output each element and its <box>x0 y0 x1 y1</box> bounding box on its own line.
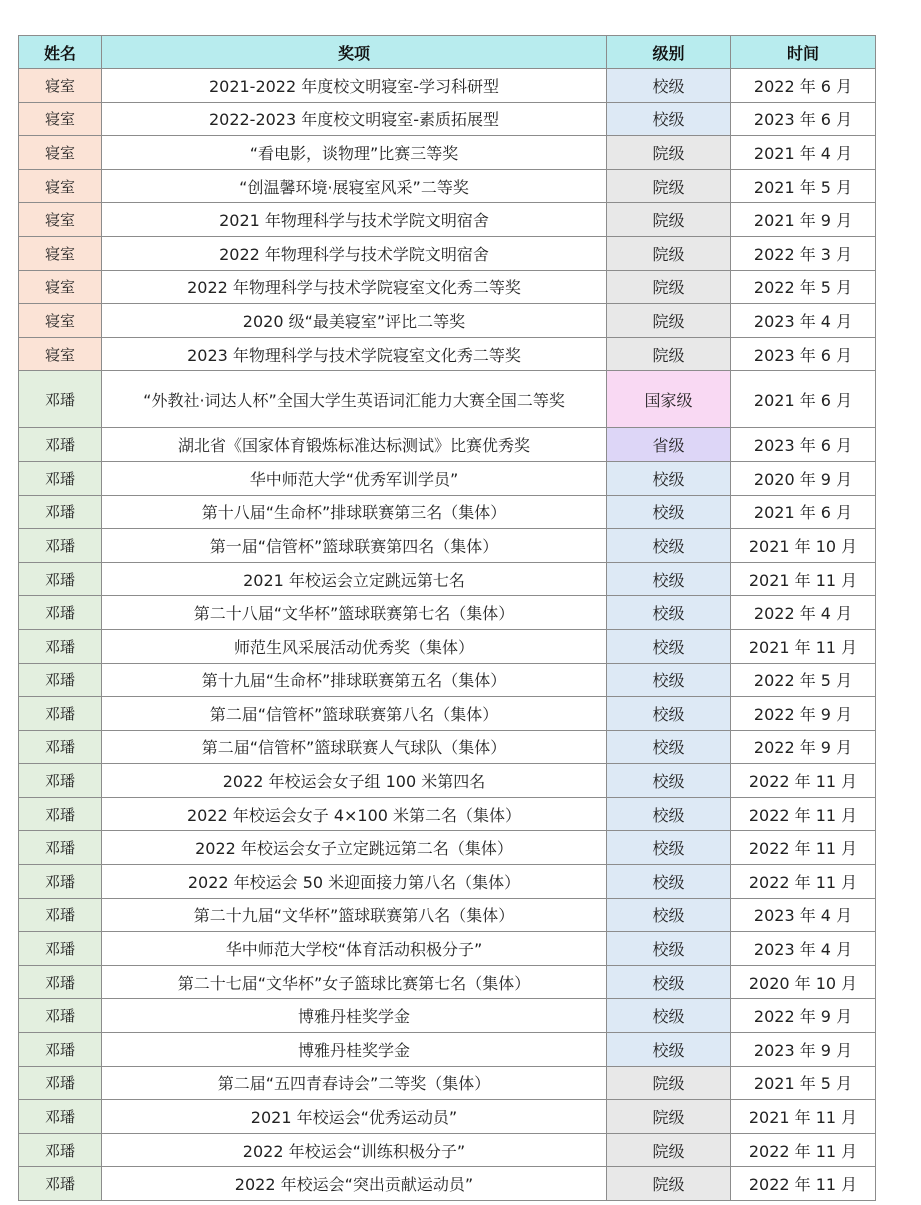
level-cell: 校级 <box>607 932 731 966</box>
time-cell: 2023 年 6 月 <box>731 337 876 371</box>
time-cell: 2022 年 5 月 <box>731 663 876 697</box>
time-cell: 2022 年 11 月 <box>731 831 876 865</box>
time-cell: 2021 年 5 月 <box>731 1066 876 1100</box>
time-cell: 2022 年 11 月 <box>731 865 876 899</box>
level-cell: 院级 <box>607 337 731 371</box>
table-row <box>19 831 876 865</box>
award-cell: 第十八届“生命杯”排球联赛第三名（集体） <box>102 495 607 529</box>
award-cell: “创温馨环境·展寝室风采”二等奖 <box>102 169 607 203</box>
award-cell: “外教社·词达人杯”全国大学生英语词汇能力大赛全国二等奖 <box>102 371 607 428</box>
name-cell: 邓璠 <box>19 663 102 697</box>
level-cell: 院级 <box>607 304 731 338</box>
level-cell: 校级 <box>607 865 731 899</box>
award-cell: 2022 年物理科学与技术学院寝室文化秀二等奖 <box>102 270 607 304</box>
level-cell: 院级 <box>607 203 731 237</box>
name-cell: 邓璠 <box>19 495 102 529</box>
level-cell: 校级 <box>607 562 731 596</box>
name-cell: 寝室 <box>19 169 102 203</box>
name-cell: 邓璠 <box>19 596 102 630</box>
header-name: 姓名 <box>19 36 102 69</box>
level-cell: 校级 <box>607 102 731 136</box>
level-cell: 校级 <box>607 529 731 563</box>
header-award: 奖项 <box>102 36 607 69</box>
award-cell: 2021 年校运会立定跳远第七名 <box>102 562 607 596</box>
table-row <box>19 999 876 1033</box>
award-cell: 博雅丹桂奖学金 <box>102 999 607 1033</box>
name-cell: 邓璠 <box>19 461 102 495</box>
level-cell: 校级 <box>607 495 731 529</box>
award-cell: 第二届“信管杯”篮球联赛人气球队（集体） <box>102 730 607 764</box>
table-row <box>19 203 876 237</box>
time-cell: 2023 年 4 月 <box>731 932 876 966</box>
award-cell: 华中师范大学校“体育活动积极分子” <box>102 932 607 966</box>
name-cell: 寝室 <box>19 102 102 136</box>
award-cell: 湖北省《国家体育锻炼标准达标测试》比赛优秀奖 <box>102 428 607 462</box>
award-cell: 2022 年校运会“突出贡献运动员” <box>102 1167 607 1201</box>
time-cell: 2022 年 11 月 <box>731 797 876 831</box>
award-cell: 2022 年物理科学与技术学院文明宿舍 <box>102 236 607 270</box>
table-row <box>19 1100 876 1134</box>
table-row <box>19 596 876 630</box>
name-cell: 寝室 <box>19 69 102 103</box>
level-cell: 院级 <box>607 1066 731 1100</box>
award-cell: 第二十九届“文华杯”篮球联赛第八名（集体） <box>102 898 607 932</box>
level-cell: 国家级 <box>607 371 731 428</box>
level-cell: 校级 <box>607 663 731 697</box>
award-cell: 第二十八届“文华杯”篮球联赛第七名（集体） <box>102 596 607 630</box>
award-cell: “看电影，谈物理”比赛三等奖 <box>102 136 607 170</box>
name-cell: 邓璠 <box>19 932 102 966</box>
time-cell: 2023 年 6 月 <box>731 428 876 462</box>
time-cell: 2022 年 11 月 <box>731 1167 876 1201</box>
table-body <box>19 69 876 1201</box>
name-cell: 寝室 <box>19 337 102 371</box>
level-cell: 校级 <box>607 697 731 731</box>
name-cell: 寝室 <box>19 270 102 304</box>
name-cell: 邓璠 <box>19 1066 102 1100</box>
level-cell: 校级 <box>607 596 731 630</box>
time-cell: 2021 年 11 月 <box>731 629 876 663</box>
header-row <box>19 36 876 69</box>
table-row <box>19 461 876 495</box>
table-row <box>19 529 876 563</box>
table-row <box>19 1066 876 1100</box>
award-cell: 师范生风采展活动优秀奖（集体） <box>102 629 607 663</box>
name-cell: 邓璠 <box>19 1100 102 1134</box>
table-row <box>19 270 876 304</box>
time-cell: 2023 年 4 月 <box>731 304 876 338</box>
table-row <box>19 304 876 338</box>
time-cell: 2022 年 9 月 <box>731 697 876 731</box>
table-row <box>19 169 876 203</box>
name-cell: 邓璠 <box>19 898 102 932</box>
award-cell: 2022 年校运会女子立定跳远第二名（集体） <box>102 831 607 865</box>
time-cell: 2022 年 9 月 <box>731 999 876 1033</box>
award-cell: 第二届“五四青春诗会”二等奖（集体） <box>102 1066 607 1100</box>
level-cell: 校级 <box>607 797 731 831</box>
award-cell: 2022-2023 年度校文明寝室-素质拓展型 <box>102 102 607 136</box>
table-row <box>19 428 876 462</box>
table-row <box>19 797 876 831</box>
time-cell: 2022 年 4 月 <box>731 596 876 630</box>
award-cell: 第二十七届“文华杯”女子篮球比赛第七名（集体） <box>102 965 607 999</box>
level-cell: 校级 <box>607 965 731 999</box>
time-cell: 2021 年 6 月 <box>731 495 876 529</box>
award-cell: 华中师范大学“优秀军训学员” <box>102 461 607 495</box>
table-row <box>19 69 876 103</box>
time-cell: 2021 年 11 月 <box>731 1100 876 1134</box>
name-cell: 寝室 <box>19 236 102 270</box>
name-cell: 邓璠 <box>19 764 102 798</box>
table-row <box>19 562 876 596</box>
time-cell: 2022 年 11 月 <box>731 764 876 798</box>
time-cell: 2022 年 5 月 <box>731 270 876 304</box>
table-row <box>19 136 876 170</box>
award-cell: 2021 年校运会“优秀运动员” <box>102 1100 607 1134</box>
award-cell: 2022 年校运会女子 4×100 米第二名（集体） <box>102 797 607 831</box>
name-cell: 邓璠 <box>19 428 102 462</box>
level-cell: 校级 <box>607 898 731 932</box>
level-cell: 校级 <box>607 730 731 764</box>
table-row <box>19 337 876 371</box>
table-header <box>19 36 876 69</box>
time-cell: 2020 年 9 月 <box>731 461 876 495</box>
time-cell: 2023 年 6 月 <box>731 102 876 136</box>
level-cell: 校级 <box>607 831 731 865</box>
time-cell: 2022 年 9 月 <box>731 730 876 764</box>
time-cell: 2023 年 4 月 <box>731 898 876 932</box>
table-row <box>19 629 876 663</box>
level-cell: 院级 <box>607 270 731 304</box>
time-cell: 2023 年 9 月 <box>731 1033 876 1067</box>
table-row <box>19 965 876 999</box>
award-cell: 第二届“信管杯”篮球联赛第八名（集体） <box>102 697 607 731</box>
level-cell: 院级 <box>607 1100 731 1134</box>
time-cell: 2021 年 4 月 <box>731 136 876 170</box>
level-cell: 院级 <box>607 1167 731 1201</box>
table-row <box>19 102 876 136</box>
award-cell: 第一届“信管杯”篮球联赛第四名（集体） <box>102 529 607 563</box>
time-cell: 2021 年 9 月 <box>731 203 876 237</box>
time-cell: 2021 年 11 月 <box>731 562 876 596</box>
name-cell: 邓璠 <box>19 529 102 563</box>
award-cell: 2021 年物理科学与技术学院文明宿舍 <box>102 203 607 237</box>
award-cell: 2023 年物理科学与技术学院寝室文化秀二等奖 <box>102 337 607 371</box>
award-cell: 2020 级“最美寝室”评比二等奖 <box>102 304 607 338</box>
table-row <box>19 697 876 731</box>
award-cell: 第十九届“生命杯”排球联赛第五名（集体） <box>102 663 607 697</box>
name-cell: 邓璠 <box>19 1033 102 1067</box>
header-time: 时间 <box>731 36 876 69</box>
table-row <box>19 236 876 270</box>
level-cell: 校级 <box>607 1033 731 1067</box>
awards-table <box>18 35 876 1201</box>
name-cell: 邓璠 <box>19 730 102 764</box>
table-row <box>19 898 876 932</box>
name-cell: 邓璠 <box>19 831 102 865</box>
level-cell: 校级 <box>607 764 731 798</box>
award-cell: 博雅丹桂奖学金 <box>102 1033 607 1067</box>
level-cell: 校级 <box>607 629 731 663</box>
time-cell: 2021 年 10 月 <box>731 529 876 563</box>
name-cell: 邓璠 <box>19 371 102 428</box>
time-cell: 2021 年 5 月 <box>731 169 876 203</box>
time-cell: 2020 年 10 月 <box>731 965 876 999</box>
name-cell: 邓璠 <box>19 999 102 1033</box>
name-cell: 寝室 <box>19 203 102 237</box>
level-cell: 省级 <box>607 428 731 462</box>
name-cell: 邓璠 <box>19 697 102 731</box>
name-cell: 邓璠 <box>19 1133 102 1167</box>
name-cell: 寝室 <box>19 136 102 170</box>
name-cell: 邓璠 <box>19 865 102 899</box>
level-cell: 校级 <box>607 461 731 495</box>
table-row <box>19 1133 876 1167</box>
award-cell: 2022 年校运会女子组 100 米第四名 <box>102 764 607 798</box>
level-cell: 院级 <box>607 236 731 270</box>
name-cell: 邓璠 <box>19 629 102 663</box>
table-row <box>19 764 876 798</box>
award-cell: 2022 年校运会“训练积极分子” <box>102 1133 607 1167</box>
table-row <box>19 371 876 428</box>
name-cell: 寝室 <box>19 304 102 338</box>
name-cell: 邓璠 <box>19 965 102 999</box>
awards-table-container <box>18 35 876 1201</box>
name-cell: 邓璠 <box>19 797 102 831</box>
time-cell: 2022 年 6 月 <box>731 69 876 103</box>
table-row <box>19 865 876 899</box>
table-row <box>19 1033 876 1067</box>
time-cell: 2021 年 6 月 <box>731 371 876 428</box>
table-row <box>19 495 876 529</box>
level-cell: 院级 <box>607 136 731 170</box>
table-row <box>19 663 876 697</box>
header-level: 级别 <box>607 36 731 69</box>
award-cell: 2022 年校运会 50 米迎面接力第八名（集体） <box>102 865 607 899</box>
level-cell: 校级 <box>607 69 731 103</box>
table-row <box>19 1167 876 1201</box>
time-cell: 2022 年 3 月 <box>731 236 876 270</box>
name-cell: 邓璠 <box>19 562 102 596</box>
level-cell: 院级 <box>607 1133 731 1167</box>
table-row <box>19 730 876 764</box>
award-cell: 2021-2022 年度校文明寝室-学习科研型 <box>102 69 607 103</box>
name-cell: 邓璠 <box>19 1167 102 1201</box>
level-cell: 院级 <box>607 169 731 203</box>
table-row <box>19 932 876 966</box>
level-cell: 校级 <box>607 999 731 1033</box>
time-cell: 2022 年 11 月 <box>731 1133 876 1167</box>
